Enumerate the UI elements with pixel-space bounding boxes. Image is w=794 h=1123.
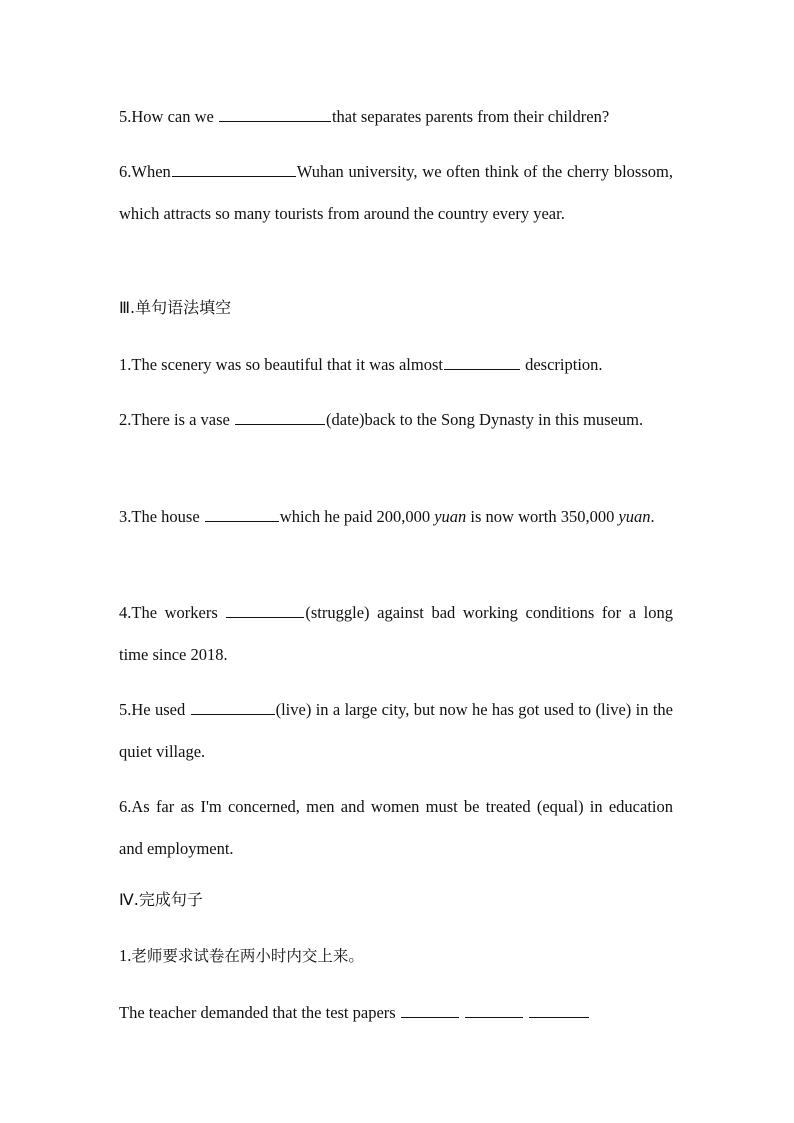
question-text: which he paid 200,000 <box>279 507 435 526</box>
question-text: 5.He used <box>119 700 190 719</box>
answer-blank[interactable] <box>465 1001 523 1019</box>
chinese-sentence: 老师要求试卷在两小时内交上来。 <box>131 947 364 965</box>
section3-question-1 <box>119 344 673 386</box>
question-number: 1. <box>119 946 132 965</box>
question-text: 6.As far as I'm concerned, men and women must be treated (equal) in education and employment. <box>119 797 673 858</box>
question-text: Wuhan university, we often think of the cherry blossom, which attracts so many tourists from around the country every year. <box>119 162 673 223</box>
italic-term: yuan <box>434 507 467 526</box>
section-4-heading <box>119 888 203 912</box>
question-text: 4.The workers <box>119 603 226 622</box>
question-text: 5.How can we <box>119 107 218 126</box>
section-numeral: Ⅲ. <box>119 298 136 317</box>
answer-blank[interactable] <box>191 698 275 716</box>
section4-question-1-english <box>119 992 673 1034</box>
section3-question-3 <box>119 496 673 538</box>
question-text: 3.The house <box>119 507 204 526</box>
section3-question-5 <box>119 689 673 773</box>
answer-blank[interactable] <box>219 105 331 123</box>
section-numeral: Ⅳ. <box>119 890 139 909</box>
answer-blank[interactable] <box>205 505 279 523</box>
question-text: description. <box>520 355 603 374</box>
question-text: (live) in a large city, but now he has got used to (live) in the quiet village. <box>119 700 673 761</box>
question-text: 2.There is a vase <box>119 410 234 429</box>
question-text: (date)back to the Song Dynasty in this museum. <box>326 410 644 429</box>
answer-blank[interactable] <box>226 601 304 619</box>
answer-blank[interactable] <box>529 1001 589 1019</box>
section4-question-1-prompt <box>119 944 364 968</box>
question-text: 6.When <box>119 162 171 181</box>
section-title: 单句语法填空 <box>135 298 232 317</box>
part2-question-5 <box>119 96 673 138</box>
section3-question-4 <box>119 592 673 676</box>
section3-question-2 <box>119 399 673 441</box>
answer-blank[interactable] <box>444 353 520 371</box>
question-text: is now worth 350,000 <box>466 507 619 526</box>
answer-blank[interactable] <box>401 1001 459 1019</box>
section3-question-6 <box>119 786 673 870</box>
italic-term: yuan <box>618 507 651 526</box>
answer-blank[interactable] <box>172 160 296 178</box>
question-text: The teacher demanded that the test papers <box>119 1003 400 1022</box>
question-text: . <box>650 507 655 526</box>
question-text: that separates parents from their children? <box>331 107 610 126</box>
section-title: 完成句子 <box>138 890 203 909</box>
answer-blank[interactable] <box>235 408 325 426</box>
part2-question-6 <box>119 151 673 235</box>
question-text: 1.The scenery was so beautiful that it was almost <box>119 355 443 374</box>
question-text: (struggle) against bad working conditions for a long time since 2018. <box>119 603 673 664</box>
section-3-heading <box>119 296 231 320</box>
